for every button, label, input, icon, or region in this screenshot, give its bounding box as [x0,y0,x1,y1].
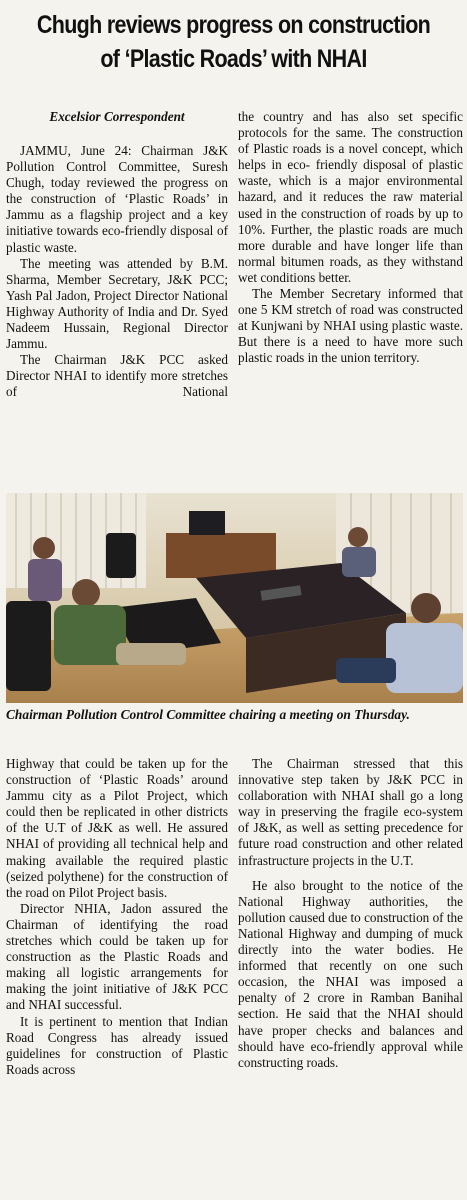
headline [33,8,435,76]
paragraph-2: The meeting was attended by B.M. Sharma, Member Secretary, J&K PCC; Yash Pal Jadon, Project Director National Highway Authority of India and Dr. Syed Nadeem Hussain, Regional Director Jammu. [6,255,228,352]
article-column-1 [6,109,228,401]
headline-line-2: of ‘Plastic Roads’ with NHAI [100,45,367,73]
paragraph-3-start: The Chairman J&K PCC asked Director NHAI to identify more stretches of National [6,352,228,400]
meeting-photo-illustration [6,493,463,703]
paragraph-4: The Member Secretary informed that one 5 KM stretch of road was constructed at Kunjwani by NHAI using plastic waste. But there is a need to have more such plastic roads in the union territory. [238,286,463,366]
paragraph-7: It is pertinent to mention that Indian Road Congress has already issued guidelines for construction of Plastic Roads across [6,1013,228,1077]
headline-line-1: Chugh reviews progress on construction [36,11,431,39]
meeting-photo [6,493,463,703]
article-column-2 [238,109,463,367]
byline: Excelsior Correspondent [49,109,185,124]
paragraph-8: The Chairman stressed that this innovative step taken by J&K PCC in collaboration with NHAI shall go a long way in preserving the fragile eco-system of J&K, as well as setting precedence for future road construction and other related infrastructure projects in the U.T. [238,756,463,868]
paragraph-9: He also brought to the notice of the National Highway authorities, the pollution caused due to construction of the National Highway and dumping of muck directly into the water bodies. He informed that recently on one such occasion, the NHAI was imposed a penalty of 2 crore in Ramban Banihal section. He said that the NHAI should have proper checks and balances and should have eco-friendly approval while constructing roads. [238,877,463,1070]
paragraph-1: JAMMU, June 24: Chairman J&K Pollution Control Committee, Suresh Chugh, today reviewed the progress on the construction of ‘Plastic Roads’ in Jammu as a flagship project and a key initiative towards eco-friendly disposal of plastic waste. [6,143,228,255]
paragraph-5: Highway that could be taken up for the construction of ‘Plastic Roads’ around Jammu city as a Pilot Project, which could then be replicated in other districts of the U.T of J&K as well. He assured NHAI of providing all technical help and making available the required plastic (seized polythene) for the construction of the road on Pilot Project basis. [6,756,228,900]
paragraph-6: Director NHIA, Jadon assured the Chairman of identifying the road stretches which could be taken up for construction as the Plastic Roads and making all logistic arrangements for making the joint initiative of J&K PCC and NHAI successful. [6,900,228,1013]
article-column-4 [238,756,463,1071]
photo-caption: Chairman Pollution Control Committee chairing a meeting on Thursday. [6,707,410,722]
article-column-3 [6,756,228,1078]
paragraph-3-continued: the country and has also set specific protocols for the same. The construction of Plastic roads is a novel concept, which helps in eco- friendly disposal of plastic waste, which is a major environmental hazard, and it reduces the raw material used in the construction of roads by up to 10%. Further, the plastic roads are much more durable and have longer life than normal bitumen roads, as they withstand wet conditions better. [238,109,463,285]
